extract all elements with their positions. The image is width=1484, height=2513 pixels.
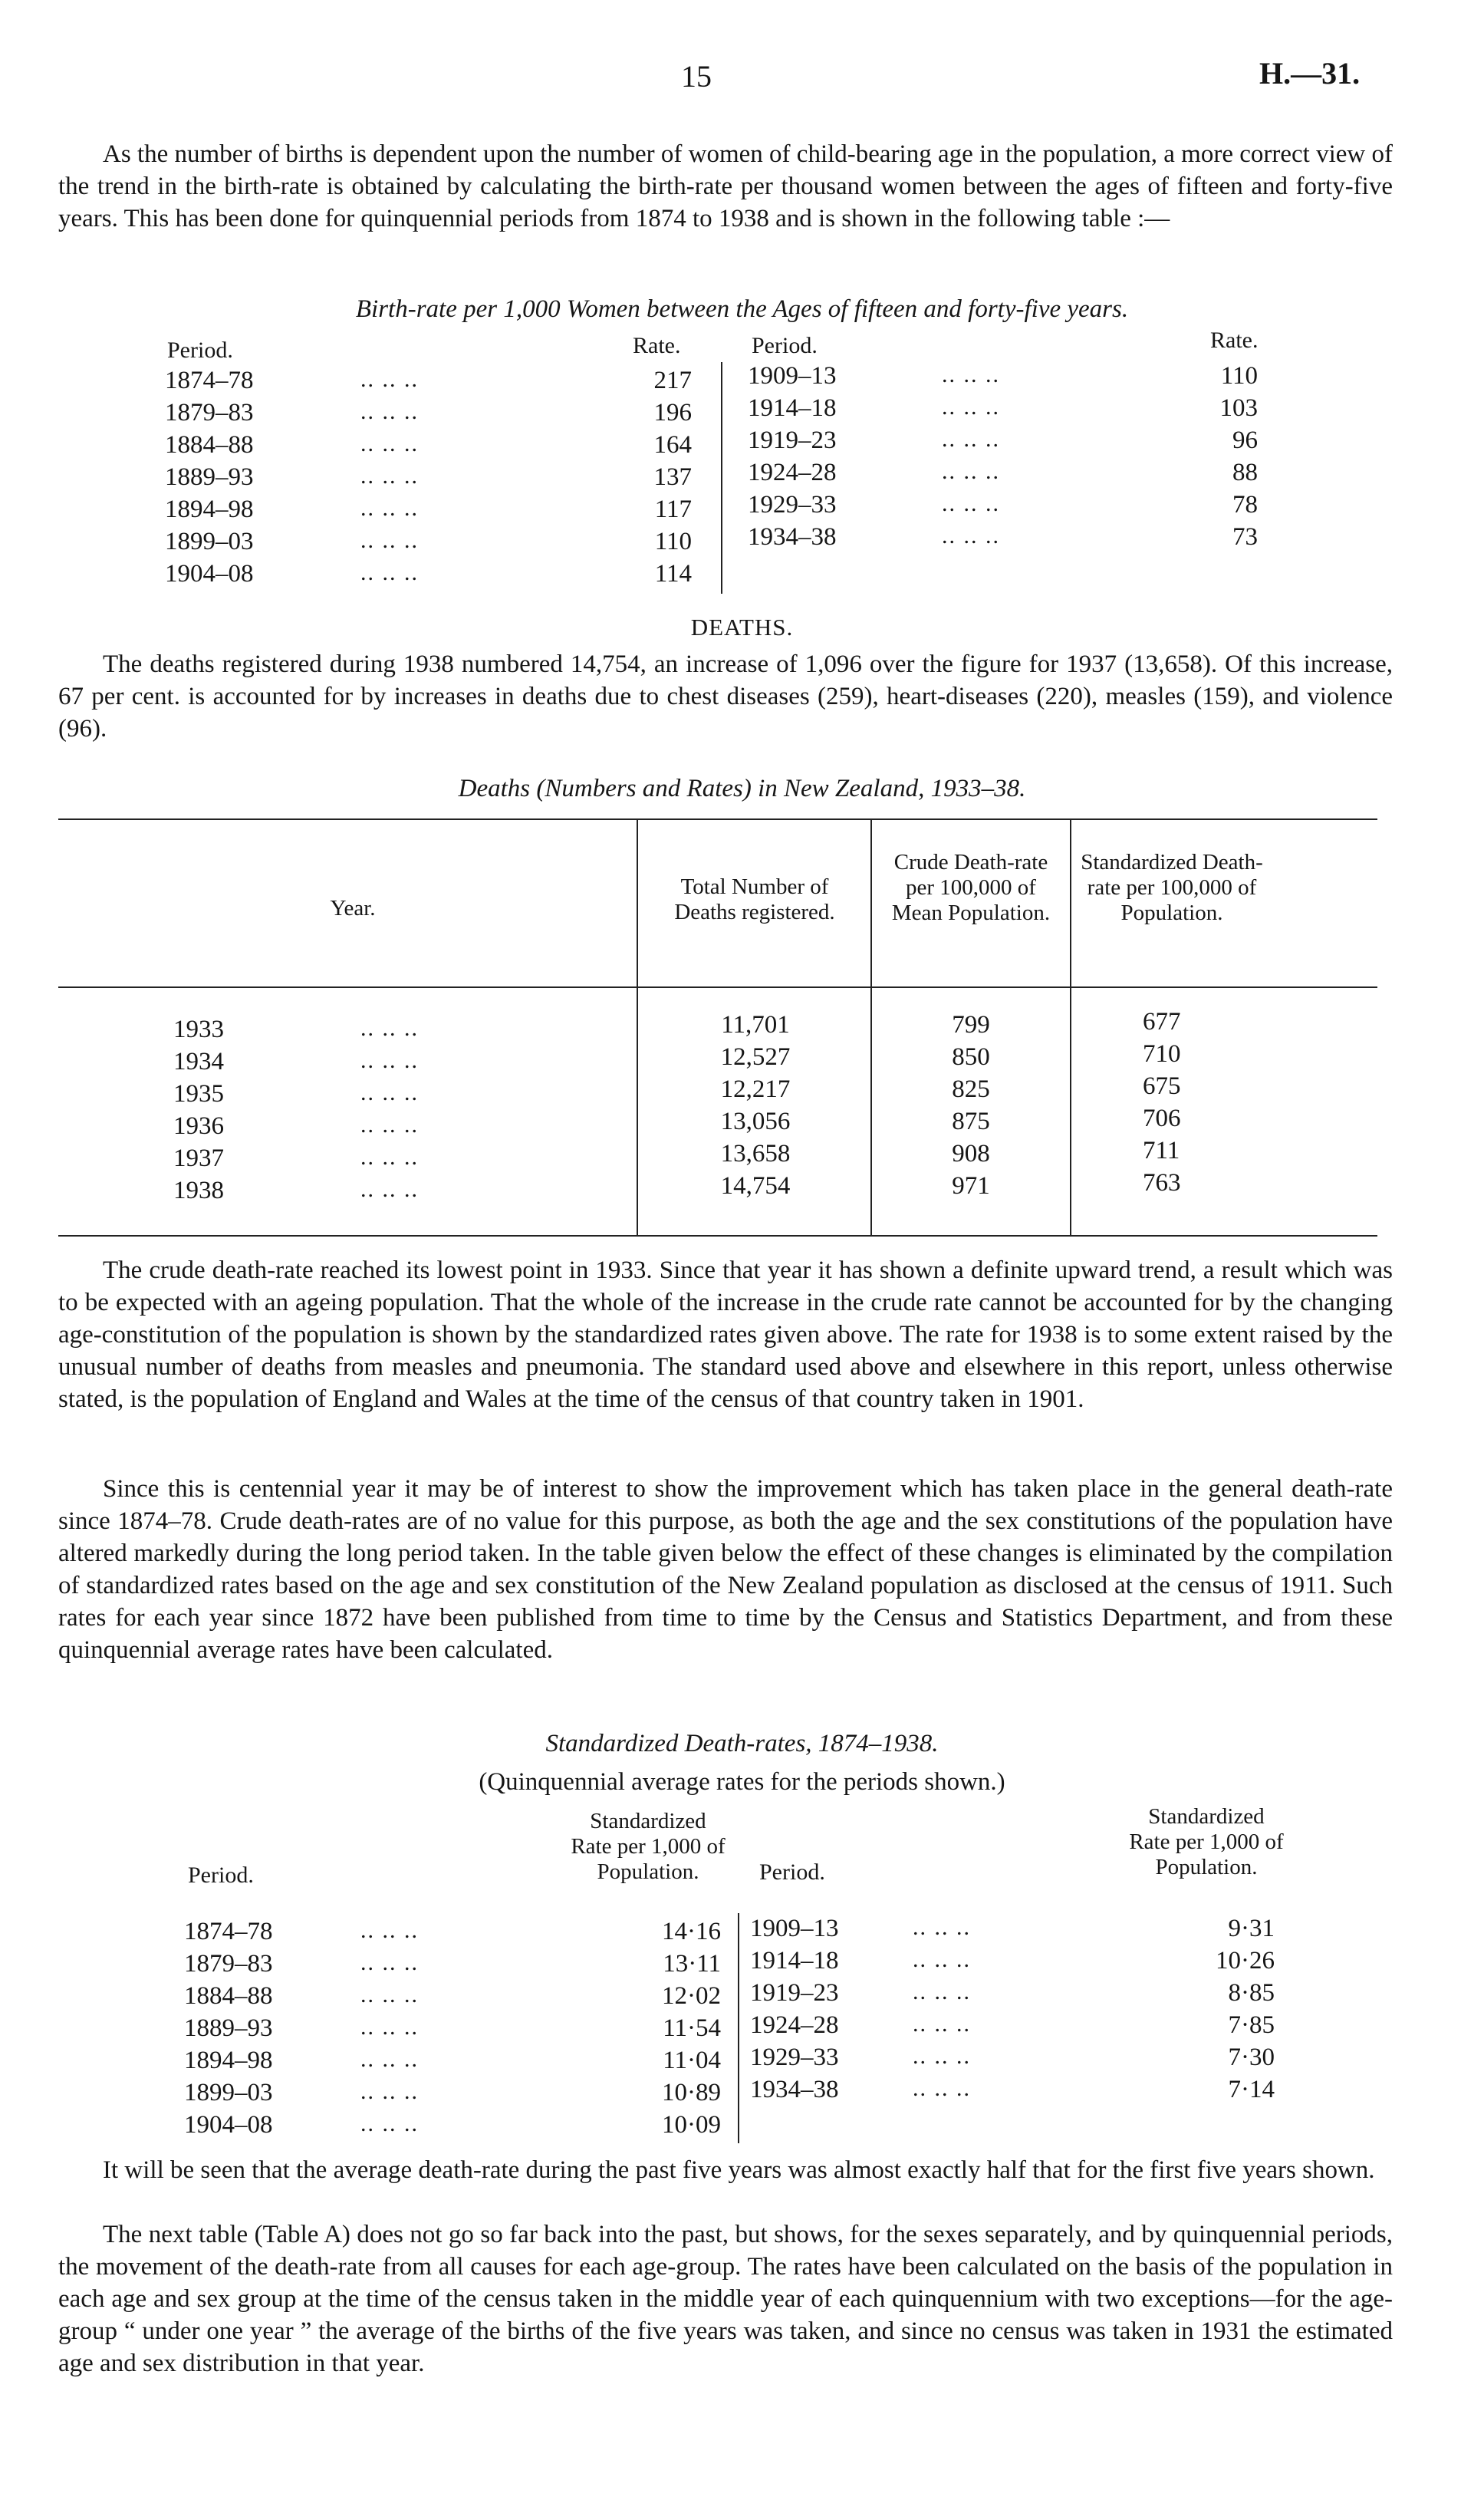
leader-dots: .. .. .. — [913, 2044, 971, 2069]
table-row-rate: 10·09 — [662, 2111, 721, 2139]
table-row-rate: 103 — [1219, 394, 1258, 422]
birth-period-header-left: Period. — [167, 338, 233, 363]
table-row-rate: 7·85 — [1228, 2011, 1275, 2039]
std-rate-header-right: Standardized Rate per 1,000 of Population. — [1129, 1804, 1284, 1879]
table-row-rate: 88 — [1232, 459, 1258, 486]
table-row-period: 1899–03 — [184, 2079, 273, 2106]
table-row-rate: 8·85 — [1228, 1979, 1275, 2007]
std-table-divider — [738, 1913, 739, 2143]
table-row-rate: 110 — [654, 528, 692, 555]
leader-dots: .. .. .. — [942, 523, 1000, 548]
table-row-rate: 10·89 — [662, 2079, 721, 2106]
deaths-row-total: 12,527 — [720, 1043, 791, 1071]
table-row-period: 1914–18 — [750, 1947, 839, 1975]
deaths-table-bottom-rule — [58, 1235, 1377, 1237]
table-row-period: 1929–33 — [748, 491, 837, 519]
deaths-row-crude-rate: 799 — [952, 1011, 990, 1039]
std-period-header-right: Period. — [759, 1859, 825, 1885]
deaths-row-crude-rate: 908 — [952, 1140, 990, 1168]
document-code: H.—31. — [1259, 56, 1361, 91]
deaths-row-year: 1937 — [173, 1145, 224, 1172]
leader-dots: .. .. .. — [360, 1048, 419, 1073]
deaths-heading: DEATHS. — [690, 614, 794, 641]
leader-dots: .. .. .. — [360, 1112, 419, 1138]
table-row-rate: 78 — [1232, 491, 1258, 519]
deaths-row-crude-rate: 971 — [952, 1172, 990, 1200]
leader-dots: .. .. .. — [360, 463, 419, 489]
leader-dots: .. .. .. — [360, 2047, 419, 2072]
leader-dots: .. .. .. — [942, 427, 1000, 452]
table-row-rate: 11·54 — [663, 2014, 721, 2042]
deaths-table-title: Deaths (Numbers and Rates) in New Zealand, 1933–38. — [458, 775, 1026, 802]
deaths-row-year: 1935 — [173, 1080, 224, 1108]
table-row-rate: 7·14 — [1228, 2076, 1275, 2103]
table-row-rate: 14·16 — [662, 1918, 721, 1945]
deaths-row-crude-rate: 850 — [952, 1043, 990, 1071]
deaths-row-year: 1938 — [173, 1177, 224, 1204]
table-row-period: 1899–03 — [165, 528, 254, 555]
table-row-rate: 114 — [654, 560, 692, 588]
deaths-row-year: 1934 — [173, 1048, 224, 1075]
paragraph-deaths-1938: The deaths registered during 1938 numbered 14,754, an increase of 1,096 over the figure for 1937 (13,658). Of this increase, 67 per cent. is accounted for by increases in deaths due to chest diseases (259), heart-diseases (220), measles (159), and violence (96). — [58, 650, 1393, 743]
paragraph-table-a: The next table (Table A) does not go so far back into the past, but shows, for the sexes separately, and by quinquennial periods, the movement of the death-rate from all causes for each age-group. The rates have been calculated on the basis of the population in each age and sex group at the time of the census taken in the middle year of each quinquennium with two exceptions—for the age-group “ under one year ” the average of the births of the five years was taken, and since no census was taken in 1931 the estimated age and sex distribution in that year. — [58, 2221, 1393, 2377]
table-row-rate: 117 — [654, 496, 692, 523]
deaths-table-header-rule — [58, 986, 1377, 988]
leader-dots: .. .. .. — [360, 2111, 419, 2136]
birth-table-divider — [721, 362, 722, 594]
table-row-period: 1874–78 — [184, 1918, 273, 1945]
leader-dots: .. .. .. — [913, 1915, 971, 1940]
table-row-rate: 73 — [1232, 523, 1258, 551]
table-row-period: 1914–18 — [748, 394, 837, 422]
table-row-period: 1884–88 — [165, 431, 254, 459]
deaths-row-crude-rate: 825 — [952, 1075, 990, 1103]
deaths-table-col-rule-1 — [637, 818, 638, 1237]
table-row-period: 1884–88 — [184, 1982, 273, 2010]
table-row-period: 1924–28 — [750, 2011, 839, 2039]
leader-dots: .. .. .. — [360, 431, 419, 456]
deaths-row-year: 1936 — [173, 1112, 224, 1140]
deaths-row-total: 12,217 — [720, 1075, 791, 1103]
deaths-row-standardized-rate: 706 — [1143, 1105, 1181, 1132]
birth-table-title: Birth-rate per 1,000 Women between the Ages of fifteen and forty-five years. — [355, 295, 1129, 323]
table-row-period: 1929–33 — [750, 2044, 839, 2071]
deaths-table-top-rule — [58, 818, 1377, 820]
leader-dots: .. .. .. — [942, 459, 1000, 484]
paragraph-half-rate: It will be seen that the average death-rate during the past five years was almost exactly half that for the first five years shown. — [103, 2156, 1375, 2184]
table-row-rate: 164 — [653, 431, 692, 459]
table-row-period: 1889–93 — [165, 463, 254, 491]
birth-rate-header-right: Rate. — [1210, 328, 1259, 353]
paragraph-birth-intro: As the number of births is dependent upon the number of women of child-bearing age in the population, a more correct view of the trend in the birth-rate is obtained by calculating the birth-rate per thousand women between the ages of fifteen and forty-five years. This has been done for quinquennial periods from 1874 to 1938 and is shown in the following table :— — [58, 140, 1393, 232]
leader-dots: .. .. .. — [360, 2014, 419, 2040]
deaths-table-col-rule-3 — [1070, 818, 1071, 1237]
table-row-period: 1919–23 — [750, 1979, 839, 2007]
leader-dots: .. .. .. — [360, 367, 419, 392]
leader-dots: .. .. .. — [913, 2011, 971, 2037]
table-row-rate: 196 — [653, 399, 692, 427]
deaths-col-crude-header: Crude Death-rate per 100,000 of Mean Population. — [891, 850, 1051, 925]
deaths-row-standardized-rate: 711 — [1143, 1137, 1180, 1164]
std-table-title: Standardized Death-rates, 1874–1938. — [545, 1730, 939, 1757]
table-row-period: 1879–83 — [165, 399, 254, 427]
birth-rate-header-left: Rate. — [633, 333, 681, 358]
leader-dots: .. .. .. — [360, 1918, 419, 1943]
deaths-col-year-header: Year. — [330, 896, 376, 921]
leader-dots: .. .. .. — [942, 362, 1000, 387]
deaths-table-col-rule-2 — [870, 818, 872, 1237]
page-number: 15 — [681, 59, 712, 94]
table-row-period: 1909–13 — [750, 1915, 839, 1942]
table-row-rate: 10·26 — [1216, 1947, 1275, 1975]
leader-dots: .. .. .. — [360, 2079, 419, 2104]
table-row-period: 1919–23 — [748, 427, 837, 454]
deaths-row-standardized-rate: 710 — [1143, 1040, 1181, 1068]
table-row-period: 1874–78 — [165, 367, 254, 394]
birth-period-header-right: Period. — [752, 333, 818, 358]
deaths-row-crude-rate: 875 — [952, 1108, 990, 1135]
std-rate-header-left: Standardized Rate per 1,000 of Population. — [571, 1809, 726, 1884]
leader-dots: .. .. .. — [360, 1016, 419, 1041]
leader-dots: .. .. .. — [942, 394, 1000, 420]
leader-dots: .. .. .. — [360, 560, 419, 585]
std-table-subtitle: (Quinquennial average rates for the periods shown.) — [479, 1768, 1005, 1796]
table-row-rate: 137 — [653, 463, 692, 491]
table-row-period: 1879–83 — [184, 1950, 273, 1978]
table-row-rate: 217 — [653, 367, 692, 394]
leader-dots: .. .. .. — [360, 1177, 419, 1202]
leader-dots: .. .. .. — [360, 1950, 419, 1975]
deaths-row-total: 14,754 — [720, 1172, 791, 1200]
table-row-rate: 11·04 — [663, 2047, 721, 2074]
table-row-period: 1924–28 — [748, 459, 837, 486]
leader-dots: .. .. .. — [360, 1982, 419, 2007]
table-row-period: 1894–98 — [165, 496, 254, 523]
table-row-period: 1909–13 — [748, 362, 837, 390]
paragraph-crude-rate: The crude death-rate reached its lowest point in 1933. Since that year it has shown a definite upward trend, a result which was to be expected with an ageing population. That the whole of the increase in the crude rate cannot be accounted for by the changing age-constitution of the population is shown by the standardized rates given above. The rate for 1938 is to some extent raised by the unusual number of deaths from measles and pneumonia. The standard used above and elsewhere in this report, unless otherwise stated, is the population of England and Wales at the time of the census of that country taken in 1901. — [58, 1256, 1393, 1413]
table-row-period: 1894–98 — [184, 2047, 273, 2074]
leader-dots: .. .. .. — [913, 2076, 971, 2101]
table-row-period: 1889–93 — [184, 2014, 273, 2042]
deaths-row-standardized-rate: 675 — [1143, 1072, 1181, 1100]
table-row-rate: 9·31 — [1228, 1915, 1275, 1942]
leader-dots: .. .. .. — [360, 399, 419, 424]
table-row-rate: 110 — [1220, 362, 1258, 390]
leader-dots: .. .. .. — [913, 1947, 971, 1972]
table-row-period: 1904–08 — [184, 2111, 273, 2139]
table-row-rate: 7·30 — [1228, 2044, 1275, 2071]
table-row-period: 1904–08 — [165, 560, 254, 588]
deaths-row-standardized-rate: 677 — [1143, 1008, 1181, 1036]
leader-dots: .. .. .. — [360, 1080, 419, 1105]
table-row-rate: 12·02 — [662, 1982, 721, 2010]
table-row-period: 1934–38 — [748, 523, 837, 551]
deaths-col-total-header: Total Number of Deaths registered. — [674, 874, 835, 924]
deaths-row-year: 1933 — [173, 1016, 224, 1043]
table-row-rate: 96 — [1232, 427, 1258, 454]
leader-dots: .. .. .. — [913, 1979, 971, 2004]
std-period-header-left: Period. — [188, 1863, 254, 1888]
deaths-row-total: 13,056 — [720, 1108, 791, 1135]
deaths-row-standardized-rate: 763 — [1143, 1169, 1181, 1197]
table-row-rate: 13·11 — [663, 1950, 721, 1978]
deaths-row-total: 13,658 — [720, 1140, 791, 1168]
table-row-period: 1934–38 — [750, 2076, 839, 2103]
leader-dots: .. .. .. — [360, 496, 419, 521]
leader-dots: .. .. .. — [360, 1145, 419, 1170]
leader-dots: .. .. .. — [360, 528, 419, 553]
deaths-row-total: 11,701 — [721, 1011, 790, 1039]
paragraph-centennial: Since this is centennial year it may be of interest to show the improvement which has taken place in the general death-rate since 1874–78. Crude death-rates are of no value for this purpose, as both the age and the sex constitutions of the population have altered markedly during the long period taken. In the table given below the effect of these changes is eliminated by the compilation of standardized rates based on the age and sex constitution of the New Zealand population as disclosed at the census of 1911. Such rates for each year since 1872 have been published from time to time by the Census and Statistics Department, and from these quinquennial average rates have been calculated. — [58, 1475, 1393, 1664]
leader-dots: .. .. .. — [942, 491, 1000, 516]
deaths-col-std-header: Standardized Death-rate per 100,000 of Population. — [1081, 850, 1263, 925]
